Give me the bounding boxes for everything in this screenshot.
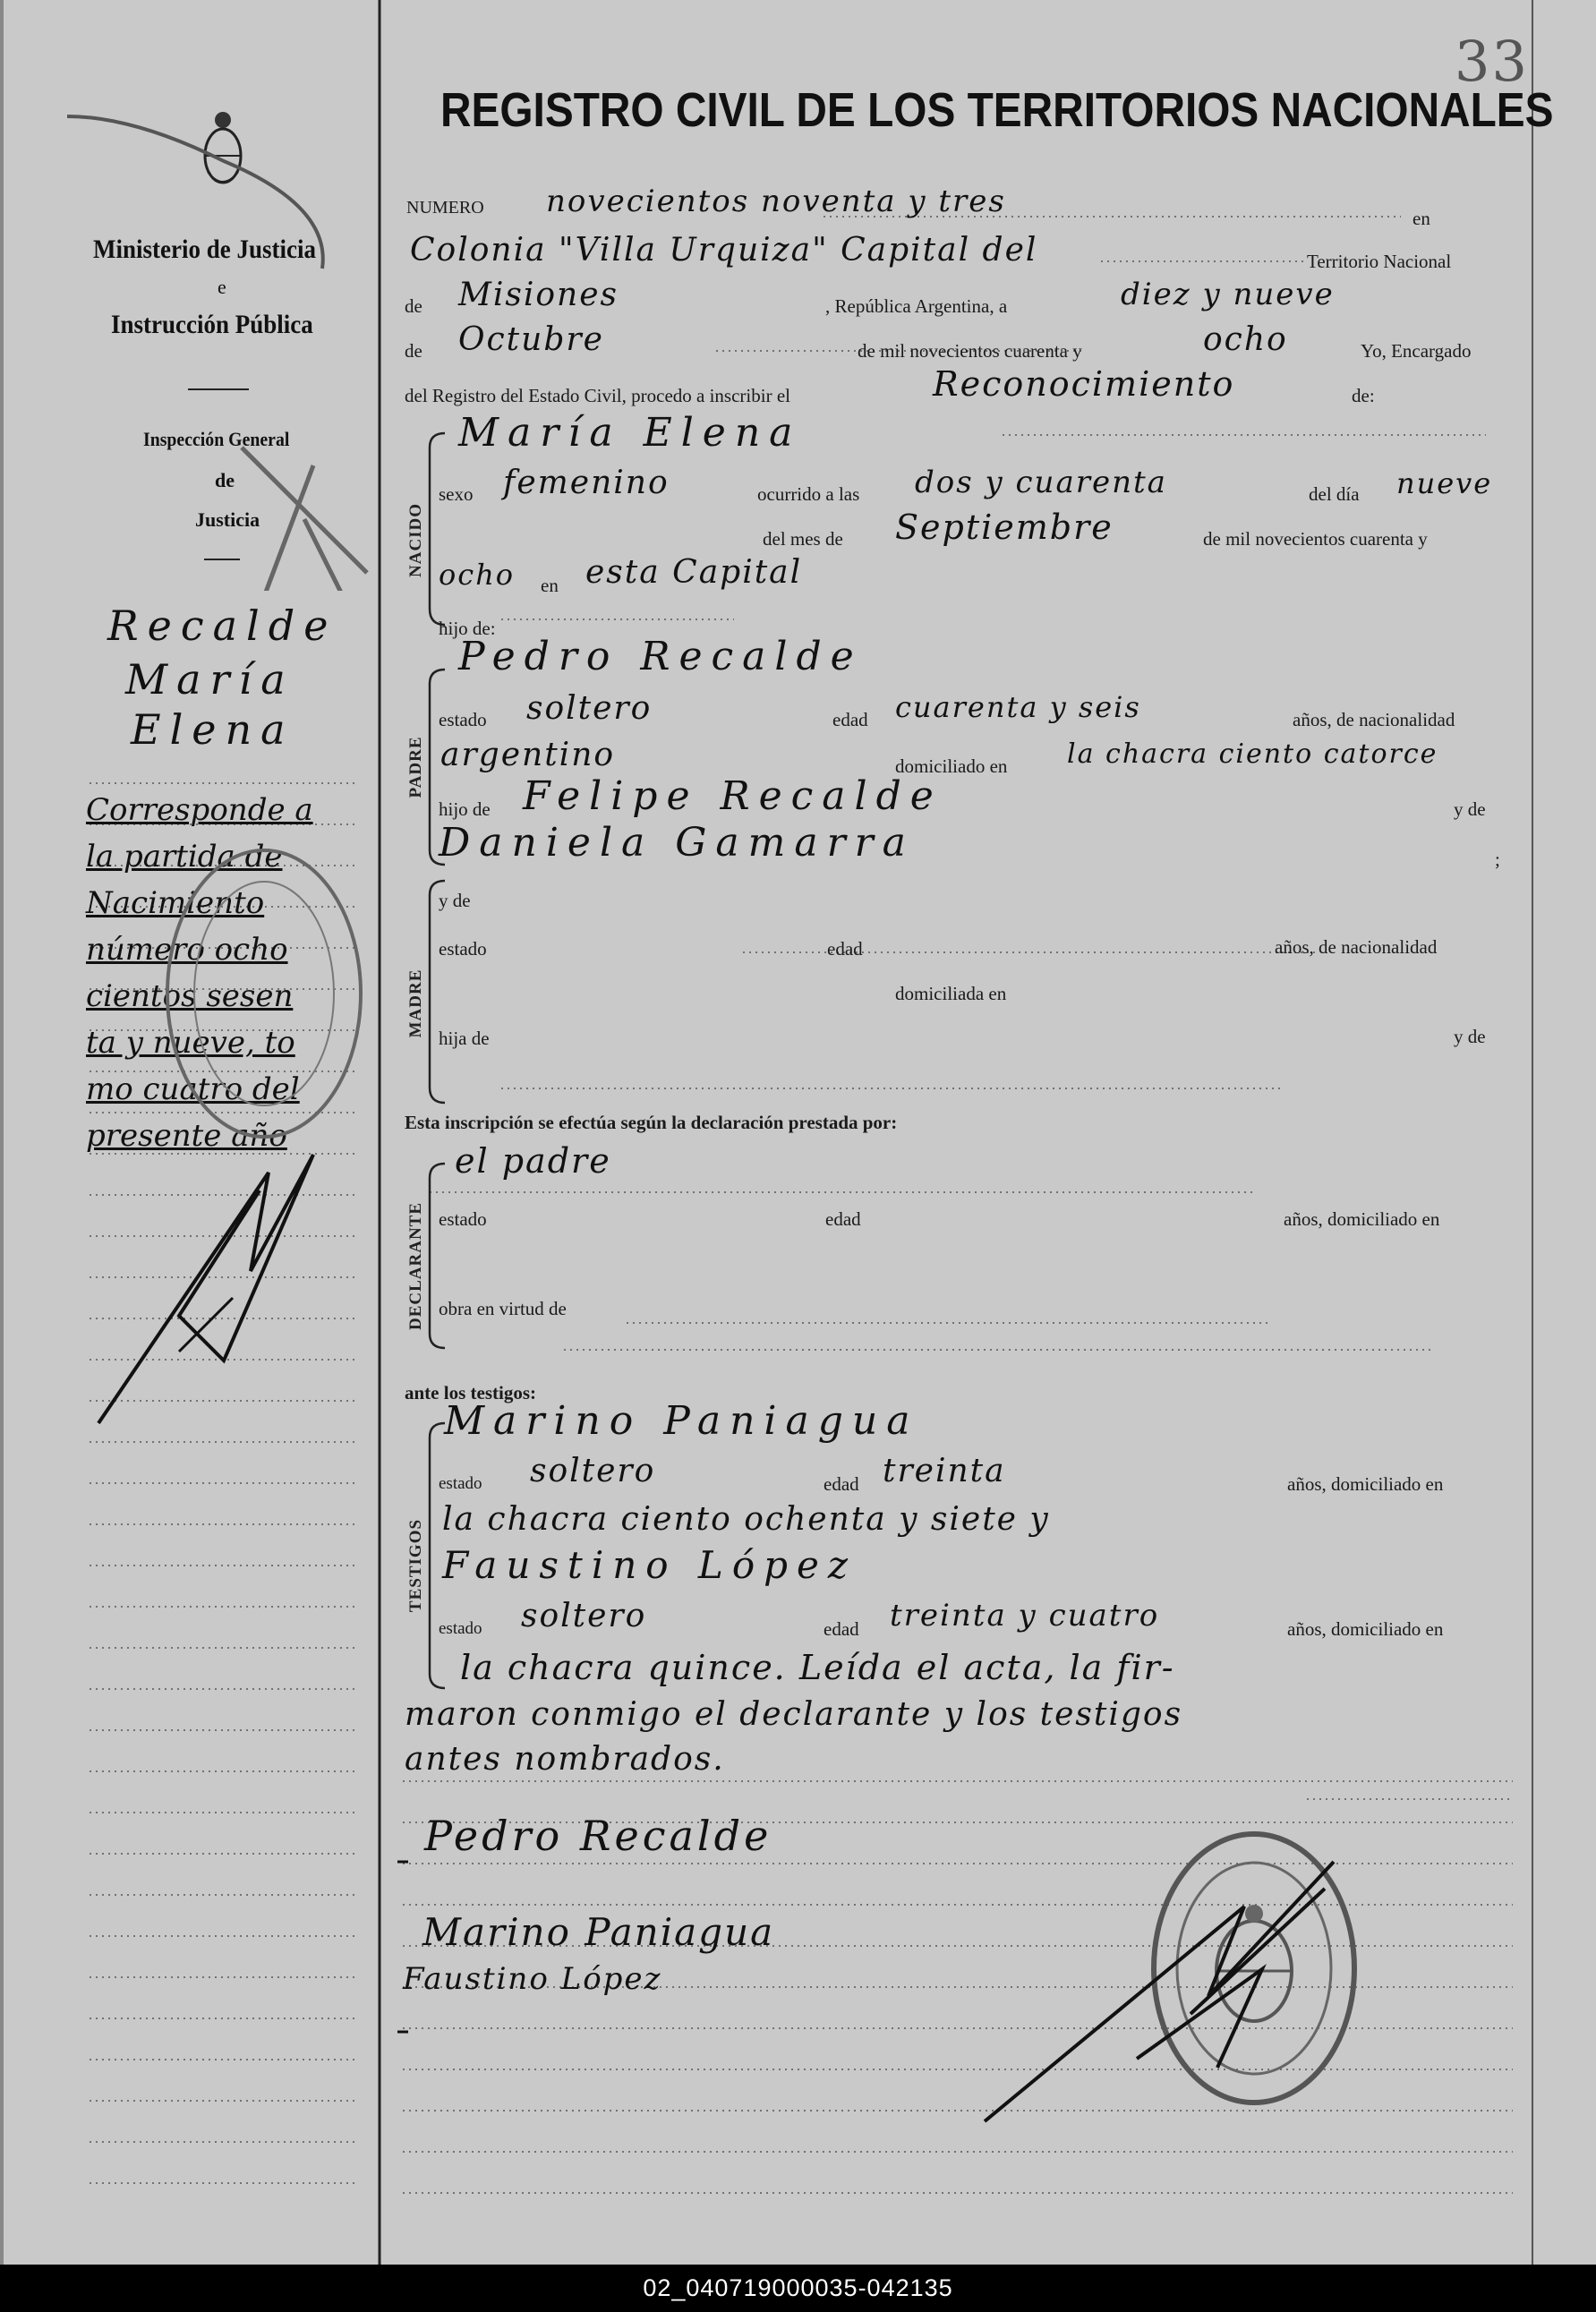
label-mil-nov2: de mil novecientos cuarenta y [1203, 528, 1428, 550]
inspection-line1: Inspección General [143, 428, 290, 450]
margin-note-line: Corresponde a [86, 792, 313, 828]
margin-round-stamp [157, 832, 371, 1155]
field-dia-nac: nueve [1396, 466, 1493, 500]
label-hijo-de2: hijo de [439, 798, 491, 820]
signature-padre: Pedro Recalde [424, 1812, 772, 1860]
label-y-de2: y de [439, 890, 471, 911]
label-estado-madre: estado [439, 938, 487, 960]
field-padre-nacionalidad: argentino [440, 737, 616, 773]
label-y-de3: y de [1454, 1026, 1486, 1047]
field-padre-domicilio: la chacra ciento catorce [1067, 738, 1438, 770]
field-t1-edad: treinta [883, 1453, 1006, 1489]
field-cierre1: la chacra quince. Leída el acta, la fir- [460, 1648, 1175, 1687]
signature-dashes [394, 1844, 430, 2041]
field-lugar: Colonia "Villa Urquiza" Capital del [410, 232, 1038, 269]
label-del-registro: del Registro del Estado Civil, procedo a inscribir el [405, 385, 790, 406]
label-estado-decl: estado [439, 1208, 487, 1230]
label-ante-testigos: ante los testigos: [405, 1382, 536, 1403]
label-de: de [405, 295, 422, 317]
label-del-mes: del mes de [763, 528, 843, 550]
label-edad-padre: edad [832, 709, 868, 730]
field-anio-nac: ocho [439, 558, 516, 592]
label-yo-encargado: Yo, Encargado [1361, 340, 1472, 362]
document-title: REGISTRO CIVIL DE LOS TERRITORIOS NACIONALES [440, 83, 1554, 137]
field-cierre2: maron conmigo el declarante y los testigos [405, 1696, 1183, 1733]
field-mes-nac: Septiembre [895, 508, 1114, 547]
margin-note-line: presente año [86, 1118, 287, 1154]
label-anos-dom-t2: años, domiciliado en [1287, 1618, 1444, 1640]
page-number: 33 [1455, 29, 1529, 94]
label-hijo-de: hijo de: [439, 618, 496, 639]
section-label-padre: PADRE [406, 736, 425, 798]
margin-note-line: cientos sesen [86, 978, 294, 1014]
margin-note-line: número ocho [86, 932, 288, 968]
signature-testigo1: Marino Paniagua [422, 1910, 775, 1954]
margin-signature [81, 1137, 349, 1441]
margin-note-line: Nacimiento [86, 885, 265, 921]
madre-bracket [430, 881, 445, 1103]
nacido-bracket [430, 433, 445, 625]
margin-pencil-scribble [63, 107, 385, 591]
label-anos-dom-decl: años, domiciliado en [1284, 1208, 1440, 1230]
label-mil-novecientos: de mil novecientos cuarenta y [858, 340, 1082, 362]
field-mes: Octubre [458, 321, 604, 358]
margin-given2: Elena [131, 705, 294, 754]
field-acto: Reconocimiento [933, 364, 1235, 404]
label-edad-t1: edad [824, 1473, 859, 1495]
label-anos-dom-t1: años, domiciliado en [1287, 1473, 1444, 1495]
label-edad-madre: edad [827, 938, 863, 960]
ministry-line2: Instrucción Pública [111, 310, 313, 339]
official-signature [976, 1853, 1361, 2130]
label-en: en [1413, 208, 1430, 229]
label-ocurrido: ocurrido a las [757, 483, 860, 505]
field-cierre3: antes nombrados. [405, 1741, 725, 1778]
margin-surname: Recalde [107, 601, 337, 650]
label-estado-t1: estado [439, 1474, 482, 1493]
margin-given1: María [125, 655, 294, 704]
field-anio: ocho [1203, 321, 1288, 358]
field-abuela: Daniela Gamarra [439, 820, 915, 866]
label-de3: de: [1352, 385, 1375, 406]
field-abuelo: Felipe Recalde [523, 773, 943, 819]
label-sexo: sexo [439, 483, 474, 505]
label-estado-t2: estado [439, 1619, 482, 1638]
field-nombre: María Elena [458, 410, 802, 456]
label-semicolon: ; [1495, 849, 1500, 870]
label-republica: , República Argentina, a [825, 295, 1008, 317]
label-de2: de [405, 340, 422, 362]
label-esta-inscripcion: Esta inscripción se efectúa según la declaración prestada por: [405, 1112, 898, 1133]
label-obra: obra en virtud de [439, 1298, 567, 1319]
label-domiciliada: domiciliada en [895, 983, 1007, 1004]
field-declarante: el padre [455, 1141, 611, 1181]
field-territorio: Misiones [458, 277, 619, 313]
field-testigo2: Faustino López [442, 1543, 857, 1587]
field-padre-estado: soltero [526, 690, 653, 727]
image-id-footer: 02_040719000035-042135 [0, 2265, 1596, 2312]
margin-note-line: la partida de [86, 839, 283, 874]
margin-note-line: mo cuatro del [86, 1071, 300, 1107]
label-del-dia: del día [1309, 483, 1360, 505]
label-edad-decl: edad [825, 1208, 861, 1230]
label-domiciliado-padre: domiciliado en [895, 755, 1008, 777]
inspection-line2: de [215, 469, 235, 491]
signature-testigo2: Faustino López [403, 1961, 662, 1997]
section-label-nacido: NACIDO [406, 502, 425, 577]
label-en2: en [541, 575, 559, 596]
inspection-line3: Justicia [195, 508, 260, 531]
label-territorio: Territorio Nacional [1307, 251, 1452, 272]
field-testigo1: Marino Paniagua [444, 1398, 919, 1444]
field-dia: diez y nueve [1121, 277, 1335, 312]
label-edad-t2: edad [824, 1618, 859, 1640]
field-padre-edad: cuarenta y seis [895, 690, 1141, 724]
label-y-de: y de [1454, 798, 1486, 820]
ministry-line1: Ministerio de Justicia [93, 235, 316, 264]
section-label-madre: MADRE [406, 968, 425, 1038]
label-hija-de: hija de [439, 1028, 490, 1049]
field-hora: dos y cuarenta [915, 465, 1167, 500]
label-anos-nac: años, de nacionalidad [1293, 709, 1455, 730]
margin-note-line: ta y nueve, to [86, 1025, 295, 1061]
label-numero: NUMERO [406, 198, 484, 218]
label-estado-padre: estado [439, 709, 487, 730]
field-t2-estado: soltero [521, 1598, 647, 1634]
field-padre-nombre: Pedro Recalde [458, 634, 863, 679]
label-anos-nac-madre: años, de nacionalidad [1275, 936, 1438, 958]
declarante-bracket [430, 1164, 445, 1348]
section-label-declarante: DECLARANTE [406, 1201, 425, 1330]
section-label-testigos: TESTIGOS [406, 1518, 425, 1613]
field-lugar-nac: esta Capital [585, 554, 803, 591]
field-numero: novecientos noventa y tres [546, 183, 1006, 219]
ministry-e: e [218, 276, 226, 298]
field-t1-domicilio: la chacra ciento ochenta y siete y [442, 1501, 1050, 1538]
field-t1-estado: soltero [530, 1453, 656, 1489]
field-sexo: femenino [503, 465, 670, 501]
field-t2-edad: treinta y cuatro [890, 1598, 1160, 1634]
